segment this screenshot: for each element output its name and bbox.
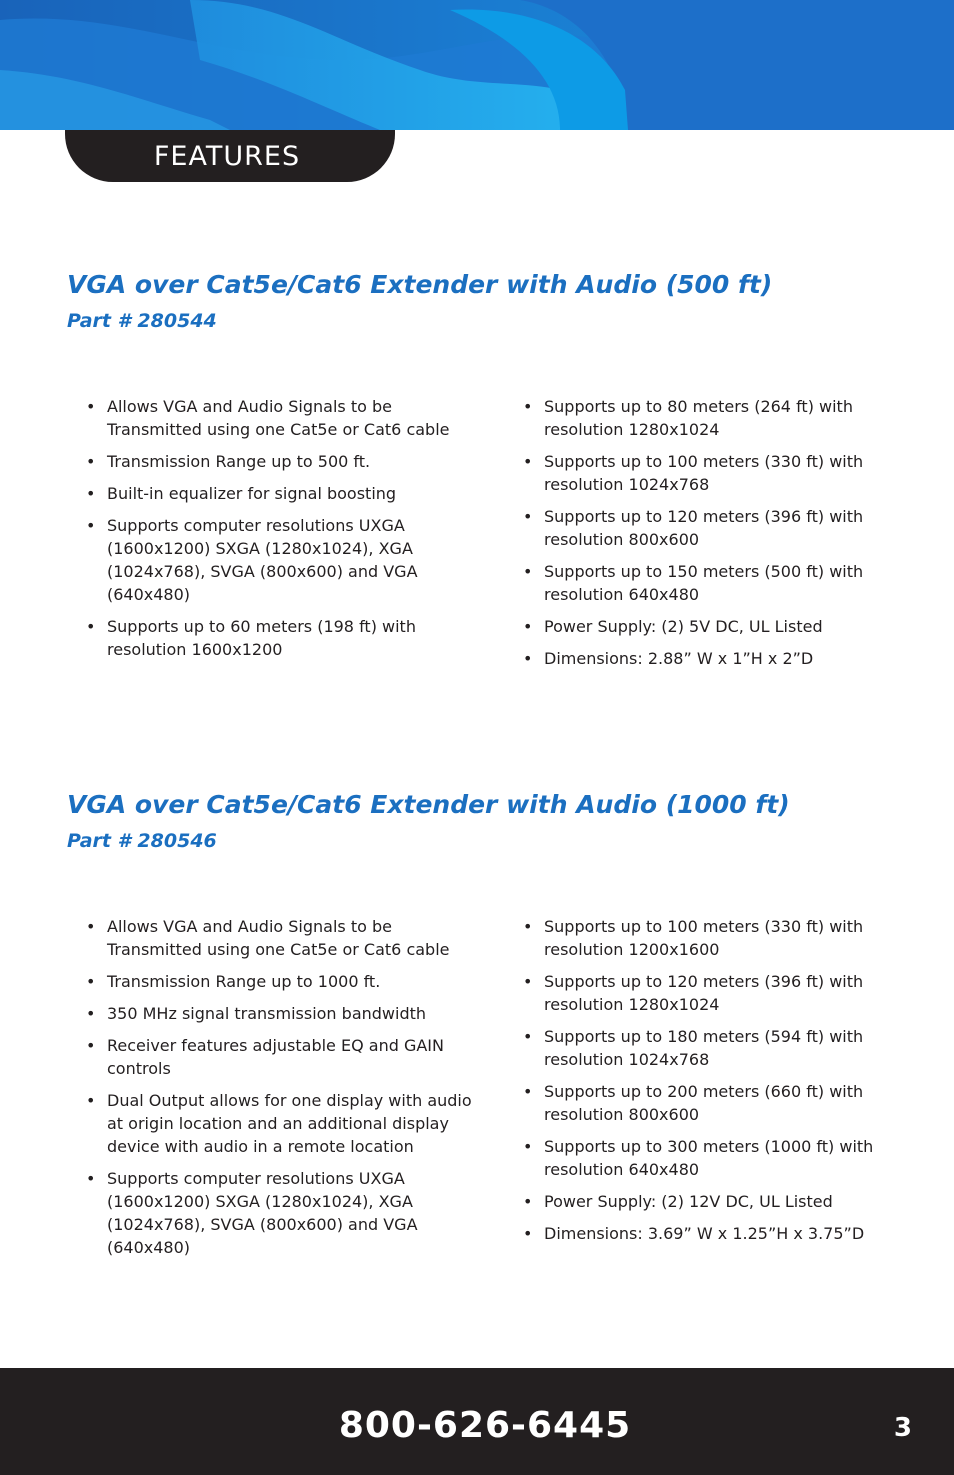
- feature-item: • Power Supply: (2) 5V DC, UL Listed: [523, 615, 903, 638]
- feature-item: • Supports computer resolutions UXGA (1600x1200) SXGA (1280x1024), XGA (1024x768), SVGA (800x600) and VGA (640x480): [86, 514, 486, 606]
- feature-item: • Supports up to 200 meters (660 ft) with resolution 800x600: [523, 1080, 903, 1126]
- feature-item: • Supports up to 120 meters (396 ft) with resolution 800x600: [523, 505, 903, 551]
- features-label: FEATURES: [153, 140, 301, 172]
- feature-item: • Built-in equalizer for signal boosting: [86, 482, 486, 505]
- product-title-1: VGA over Cat5e/Cat6 Extender with Audio (500 ft): [67, 270, 773, 299]
- feature-item: • Supports up to 300 meters (1000 ft) with resolution 640x480: [523, 1135, 903, 1181]
- feature-item: • Transmission Range up to 1000 ft.: [86, 970, 486, 993]
- header-wave-graphic: [0, 0, 954, 130]
- feature-item: • Dimensions: 2.88” W x 1”H x 2”D: [523, 647, 903, 670]
- feature-item: • Supports up to 60 meters (198 ft) with resolution 1600x1200: [86, 615, 486, 661]
- feature-list-1-right: [523, 395, 903, 679]
- feature-item: • 350 MHz signal transmission bandwidth: [86, 1002, 486, 1025]
- feature-item: • Allows VGA and Audio Signals to be Transmitted using one Cat5e or Cat6 cable: [86, 915, 486, 961]
- page-number: 3: [893, 1413, 912, 1443]
- phone-number: 800-626-6445: [338, 1405, 632, 1446]
- feature-list-2-right: [523, 915, 903, 1254]
- feature-item: • Supports up to 80 meters (264 ft) with resolution 1280x1024: [523, 395, 903, 441]
- feature-list-1-left: [86, 395, 486, 670]
- feature-list-2-left: [86, 915, 486, 1268]
- feature-item: • Supports up to 100 meters (330 ft) with resolution 1024x768: [523, 450, 903, 496]
- feature-item: • Supports up to 100 meters (330 ft) with resolution 1200x1600: [523, 915, 903, 961]
- part-number-2: Part # 280546: [67, 830, 217, 852]
- feature-item: • Power Supply: (2) 12V DC, UL Listed: [523, 1190, 903, 1213]
- feature-item: • Supports up to 180 meters (594 ft) with resolution 1024x768: [523, 1025, 903, 1071]
- feature-item: • Transmission Range up to 500 ft.: [86, 450, 486, 473]
- feature-item: • Dimensions: 3.69” W x 1.25”H x 3.75”D: [523, 1222, 903, 1245]
- header-banner: [0, 0, 954, 130]
- product-title-2: VGA over Cat5e/Cat6 Extender with Audio (1000 ft): [67, 790, 790, 819]
- feature-item: • Supports up to 120 meters (396 ft) with resolution 1280x1024: [523, 970, 903, 1016]
- feature-item: • Supports up to 150 meters (500 ft) with resolution 640x480: [523, 560, 903, 606]
- feature-item: • Dual Output allows for one display with audio at origin location and an additional display device with audio in a remote location: [86, 1089, 486, 1158]
- feature-item: • Allows VGA and Audio Signals to be Transmitted using one Cat5e or Cat6 cable: [86, 395, 486, 441]
- part-number-1: Part # 280544: [67, 310, 217, 332]
- feature-item: • Supports computer resolutions UXGA (1600x1200) SXGA (1280x1024), XGA (1024x768), SVGA (800x600) and VGA (640x480): [86, 1167, 486, 1259]
- feature-item: • Receiver features adjustable EQ and GAIN controls: [86, 1034, 486, 1080]
- features-section-tab: [65, 130, 395, 182]
